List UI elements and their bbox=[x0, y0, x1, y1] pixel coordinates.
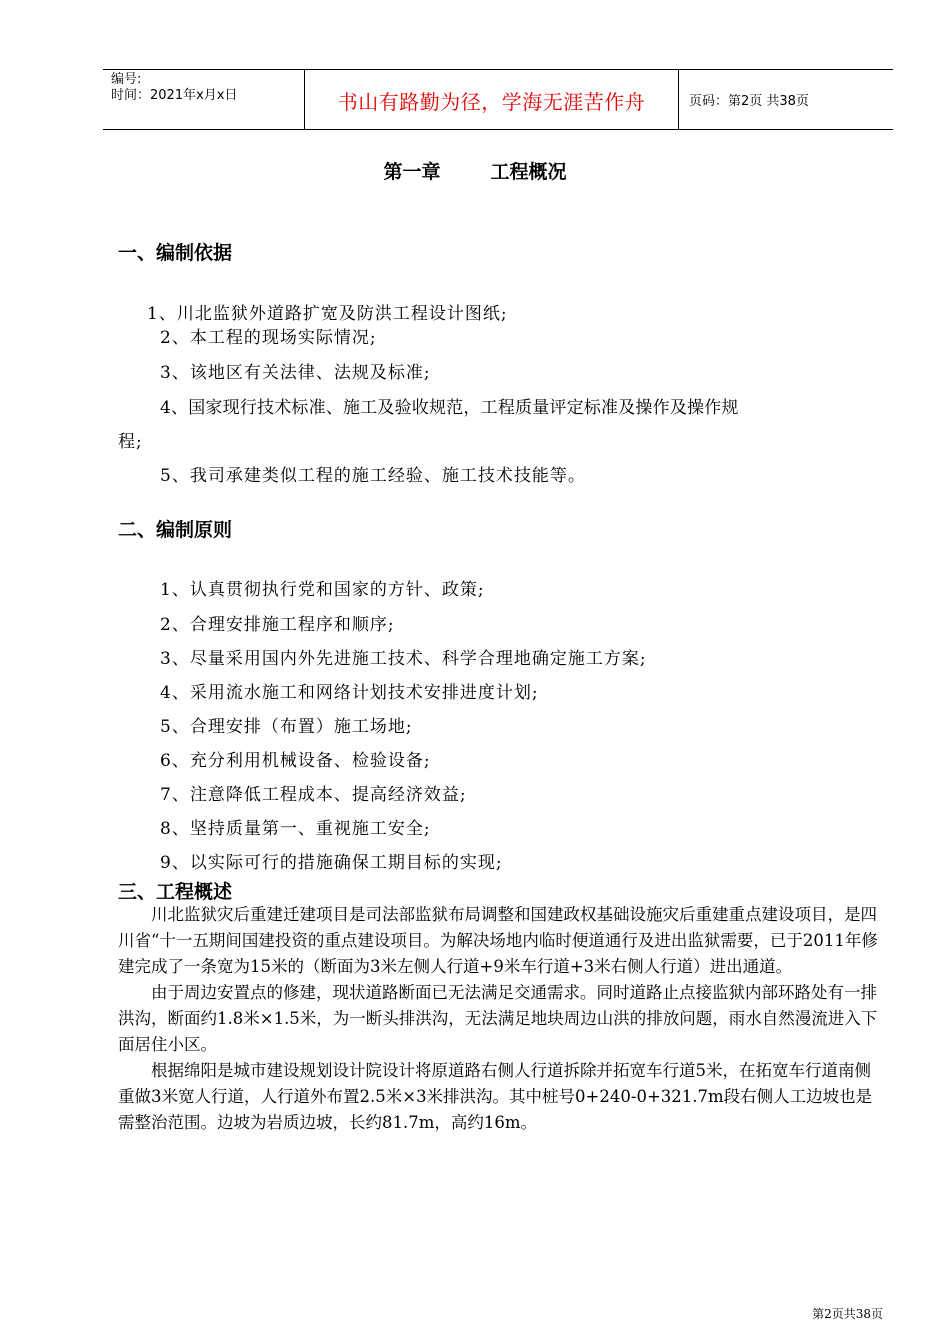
chapter-title bbox=[0, 157, 950, 184]
list-item: 5、我司承建类似工程的施工经验、施工技术技能等。 bbox=[160, 466, 586, 486]
list-item: 7、注意降低工程成本、提高经济效益; bbox=[160, 785, 467, 805]
section-heading-overview: 三、工程概述 bbox=[118, 881, 233, 903]
list-item: 1、认真贯彻执行党和国家的方针、政策; bbox=[160, 580, 485, 600]
paragraph: 根据绵阳是城市建设规划设计院设计将原道路右侧人行道拆除并拓宽车行道5米，在拓宽车行道南侧重做3米宽人行道，人行道外布置2.5米×3米排洪沟。其中桩号0+240-0+321.7m段右侧人工边坡也是需整治范围。边坡为岩质边坡，长约81.7m，高约16m。 bbox=[118, 1061, 873, 1132]
list-item: 6、充分利用机械设备、检验设备; bbox=[160, 751, 431, 771]
list-item: 1、川北监狱外道路扩宽及防洪工程设计图纸; bbox=[147, 304, 508, 324]
list-item: 9、以实际可行的措施确保工期目标的实现; bbox=[160, 853, 503, 873]
list-item: 2、合理安排施工程序和顺序; bbox=[160, 615, 395, 635]
list-item: 4、采用流水施工和网络计划技术安排进度计划; bbox=[160, 683, 539, 703]
paragraph: 由于周边安置点的修建，现状道路断面已无法满足交通需求。同时道路止点接监狱内部环路处有一排洪沟，断面约1.8米×1.5米，为一断头排洪沟，无法满足地块周边山洪的排放问题，雨水自然漫流进入下面居住小区。 bbox=[118, 983, 878, 1054]
list-item: 3、该地区有关法律、法规及标准; bbox=[160, 363, 431, 383]
paragraph: 川北监狱灾后重建迁建项目是司法部监狱布局调整和国建政权基础设施灾后重建重点建设项目，是四川省“十一五期间国建投资的重点建设项目。为解决场地内临时便道通行及进出监狱需要，已于2011年修建完成了一条宽为15米的（断面为3米左侧人行道+9米车行道+3米右侧人行道）进出通道。 bbox=[118, 905, 878, 976]
doc-number-label: 编号: bbox=[111, 72, 142, 87]
list-item: 5、合理安排（布置）施工场地; bbox=[160, 717, 413, 737]
list-item: 8、坚持质量第一、重视施工安全; bbox=[160, 819, 431, 839]
chapter-name: 工程概况 bbox=[490, 161, 567, 183]
header-motto: 书山有路勤为径，学海无涯苦作舟 bbox=[337, 90, 646, 114]
list-item-continuation: 程; bbox=[118, 432, 143, 452]
list-item: 4、国家现行技术标准、施工及验收规范，工程质量评定标准及操作及操作规 bbox=[160, 398, 739, 418]
footer-page-number: 第2页共38页 bbox=[812, 1307, 883, 1321]
list-item: 3、尽量采用国内外先进施工技术、科学合理地确定施工方案; bbox=[160, 649, 647, 669]
section-heading-basis: 一、编制依据 bbox=[118, 242, 233, 264]
page-header bbox=[103, 69, 893, 130]
header-meta-cell bbox=[103, 70, 305, 129]
overview-body bbox=[118, 902, 882, 1136]
doc-date: 时间：2021年x月x日 bbox=[111, 88, 238, 103]
section-heading-principles: 二、编制原则 bbox=[118, 519, 233, 541]
header-motto-cell bbox=[305, 70, 679, 129]
header-page-cell bbox=[679, 70, 893, 129]
header-page-info: 页码：第2页 共38页 bbox=[689, 94, 809, 109]
list-item: 2、本工程的现场实际情况; bbox=[160, 328, 377, 348]
chapter-number: 第一章 bbox=[383, 161, 441, 183]
